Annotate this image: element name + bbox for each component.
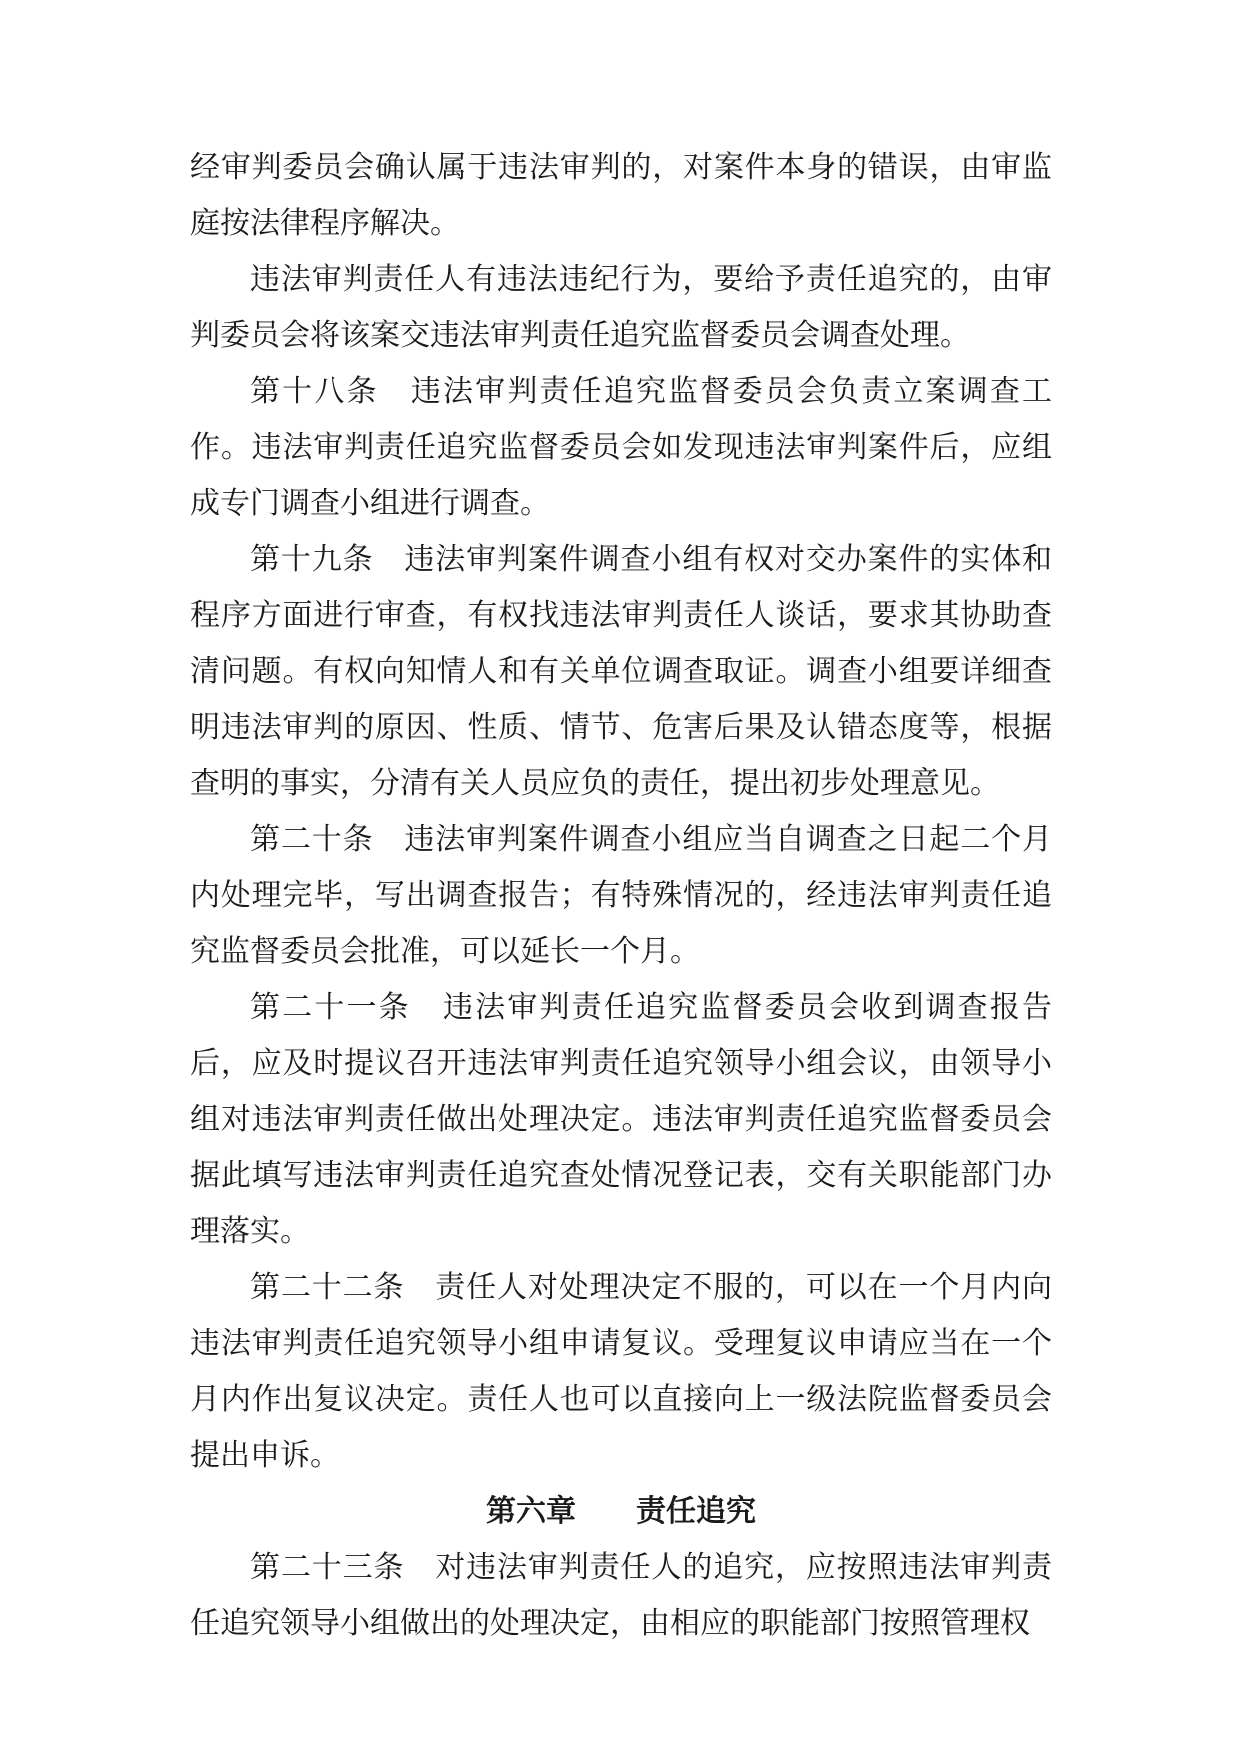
document-page [190, 140, 1052, 1652]
article-18: 第十八条 违法审判责任追究监督委员会负责立案调查工作。违法审判责任追究监督委员会如发现违法审判案件后，应组成专门调查小组进行调查。 [190, 374, 1052, 521]
article-21: 第二十一条 违法审判责任追究监督委员会收到调查报告后，应及时提议召开违法审判责任追究领导小组会议，由领导小组对违法审判责任做出处理决定。违法审判责任追究监督委员会据此填写违法审判责任追究查处情况登记表，交有关职能部门办理落实。 [190, 990, 1052, 1249]
chapter-heading: 第六章 责任追究 [486, 1494, 756, 1529]
paragraph-responsible-person: 违法审判责任人有违法违纪行为，要给予责任追究的，由审判委员会将该案交违法审判责任追究监督委员会调查处理。 [190, 262, 1052, 353]
paragraph-continuation: 经审判委员会确认属于违法审判的，对案件本身的错误，由审监庭按法律程序解决。 [190, 150, 1052, 241]
article-23: 第二十三条 对违法审判责任人的追究，应按照违法审判责任追究领导小组做出的处理决定，由相应的职能部门按照管理权 [190, 1550, 1052, 1641]
article-22: 第二十二条 责任人对处理决定不服的，可以在一个月内向违法审判责任追究领导小组申请复议。受理复议申请应当在一个月内作出复议决定。责任人也可以直接向上一级法院监督委员会提出申诉。 [190, 1270, 1052, 1473]
article-20: 第二十条 违法审判案件调查小组应当自调查之日起二个月内处理完毕，写出调查报告；有特殊情况的，经违法审判责任追究监督委员会批准，可以延长一个月。 [190, 822, 1052, 969]
article-19: 第十九条 违法审判案件调查小组有权对交办案件的实体和程序方面进行审查，有权找违法审判责任人谈话，要求其协助查清问题。有权向知情人和有关单位调查取证。调查小组要详细查明违法审判的原因、性质、情节、危害后果及认错态度等，根据查明的事实，分清有关人员应负的责任，提出初步处理意见。 [190, 542, 1052, 801]
